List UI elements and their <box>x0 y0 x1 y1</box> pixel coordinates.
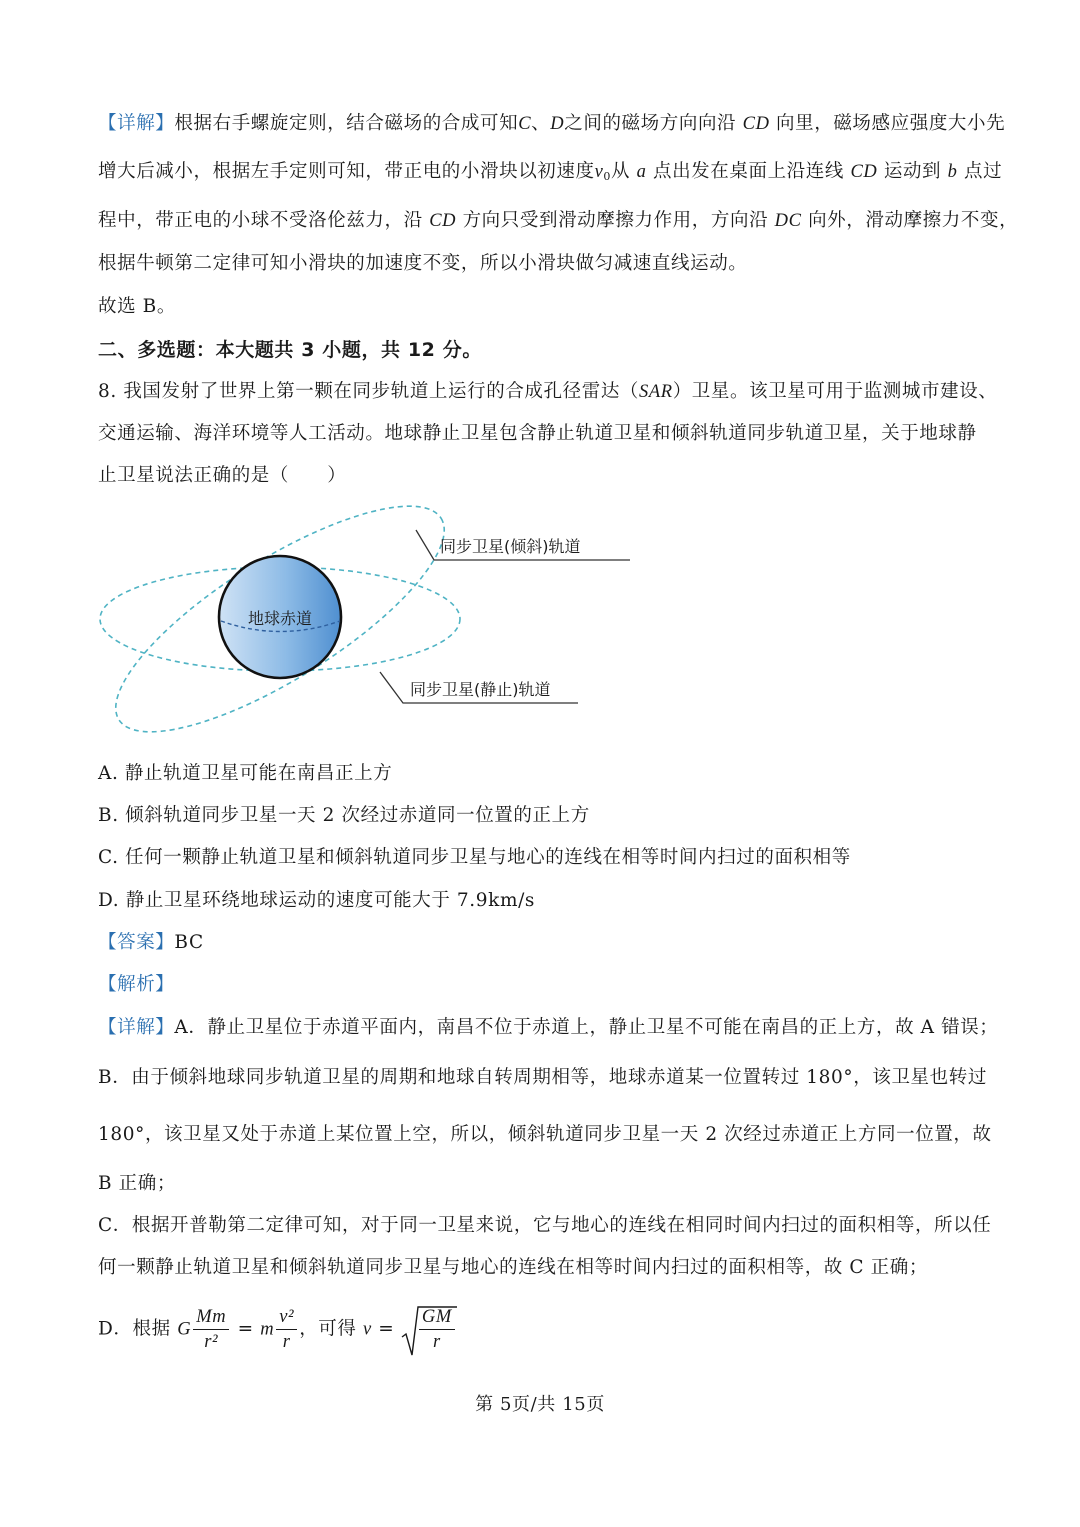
prev-detail-line-3: 程中，带正电的小球不受洛伦兹力，沿 CD 方向只受到滑动摩擦力作用，方向沿 DC 向外，滑动摩擦力不变， <box>98 210 1019 231</box>
prev-detail-line-1: 【详解】根据右手螺旋定则，结合磁场的合成可知C、D之间的磁场方向向沿 CD 向里，磁场感应强度大小先 <box>98 113 1006 134</box>
option-b: B. 倾斜轨道同步卫星一天 2 次经过赤道同一位置的正上方 <box>98 805 590 826</box>
detail-b-line-1: B．由于倾斜地球同步轨道卫星的周期和地球自转周期相等，地球赤道某一位置转过 180°，该卫星也转过 <box>98 1067 987 1088</box>
prev-detail-line-5: 故选 B。 <box>98 296 176 317</box>
question-line-1: 8. 我国发射了世界上第一颗在同步轨道上运行的合成孔径雷达（SAR）卫星。该卫星可用于监测城市建设、 <box>98 381 998 402</box>
detail-tag: 【详解】 <box>98 1017 175 1038</box>
analysis-tag: 【解析】 <box>98 974 175 995</box>
option-d: D. 静止卫星环绕地球运动的速度可能大于 7.9km/s <box>98 890 536 911</box>
detail-a-line: 【详解】A．静止卫星位于赤道平面内，南昌不位于赤道上，静止卫星不可能在南昌的正上方，故 A 错误； <box>98 1017 999 1038</box>
fraction-gm-r: $\frac{GM}{r}$ <box>419 1305 455 1354</box>
static-label: 同步卫星(静止)轨道 <box>410 680 551 699</box>
detail-b-line-2: 180°，该卫星又处于赤道上某位置上空，所以，倾斜轨道同步卫星一天 2 次经过赤道正上方同一位置，故 <box>98 1124 992 1145</box>
fraction-mm-r2: $\frac{Mm}{\text{r²}}$ <box>193 1305 229 1354</box>
option-a: A. 静止轨道卫星可能在南昌正上方 <box>98 763 393 784</box>
prev-detail-line-4: 根据牛顿第二定律可知小滑块的加速度不变，所以小滑块做匀减速直线运动。 <box>98 253 748 274</box>
detail-tag: 【详解】 <box>98 113 175 134</box>
page-footer: 第 5页/共 15页 <box>475 1394 605 1415</box>
inclined-label: 同步卫星(倾斜)轨道 <box>440 537 581 556</box>
question-line-2: 交通运输、海洋环境等人工活动。地球静止卫星包含静止轨道卫星和倾斜轨道同步轨道卫星，关于地球静 <box>98 423 977 444</box>
earth-label: 地球赤道 <box>247 609 313 628</box>
sqrt-sign <box>401 1305 457 1354</box>
detail-c-line-2: 何一颗静止轨道卫星和倾斜轨道同步卫星与地心的连线在相等时间内扫过的面积相等，故 C 正确； <box>98 1257 928 1278</box>
detail-c-line-1: C．根据开普勒第二定律可知，对于同一卫星来说，它与地心的连线在相同时间内扫过的面积相等，所以任 <box>98 1215 992 1236</box>
fraction-v2-r: $\frac{\text{v²}}{r}$ <box>276 1305 297 1354</box>
answer-value: BC <box>174 932 204 953</box>
detail-d-formula: D．根据 G $\frac{Mm}{\text{r²}}$ = m $\frac{\text{v²}}{r}$ ，可得 v = $\frac{GM}{r}$ <box>98 1305 457 1354</box>
answer-tag: 【答案】 <box>98 932 175 953</box>
orbit-diagram <box>90 500 650 755</box>
option-c: C. 任何一颗静止轨道卫星和倾斜轨道同步卫星与地心的连线在相等时间内扫过的面积相等 <box>98 847 851 868</box>
radical-icon <box>401 1305 457 1359</box>
prev-detail-line-2: 增大后减小，根据左手定则可知，带正电的小滑块以初速度$v_0$从 a 点出发在桌面上沿连线 CD 运动到 b 点过 <box>98 161 1003 183</box>
detail-b-line-3: B 正确； <box>98 1173 176 1194</box>
answer-line <box>98 929 988 957</box>
section-heading: 二、多选题：本大题共 3 小题，共 12 分。 <box>98 339 482 361</box>
question-line-3: 止卫星说法正确的是（ ） <box>98 465 347 486</box>
